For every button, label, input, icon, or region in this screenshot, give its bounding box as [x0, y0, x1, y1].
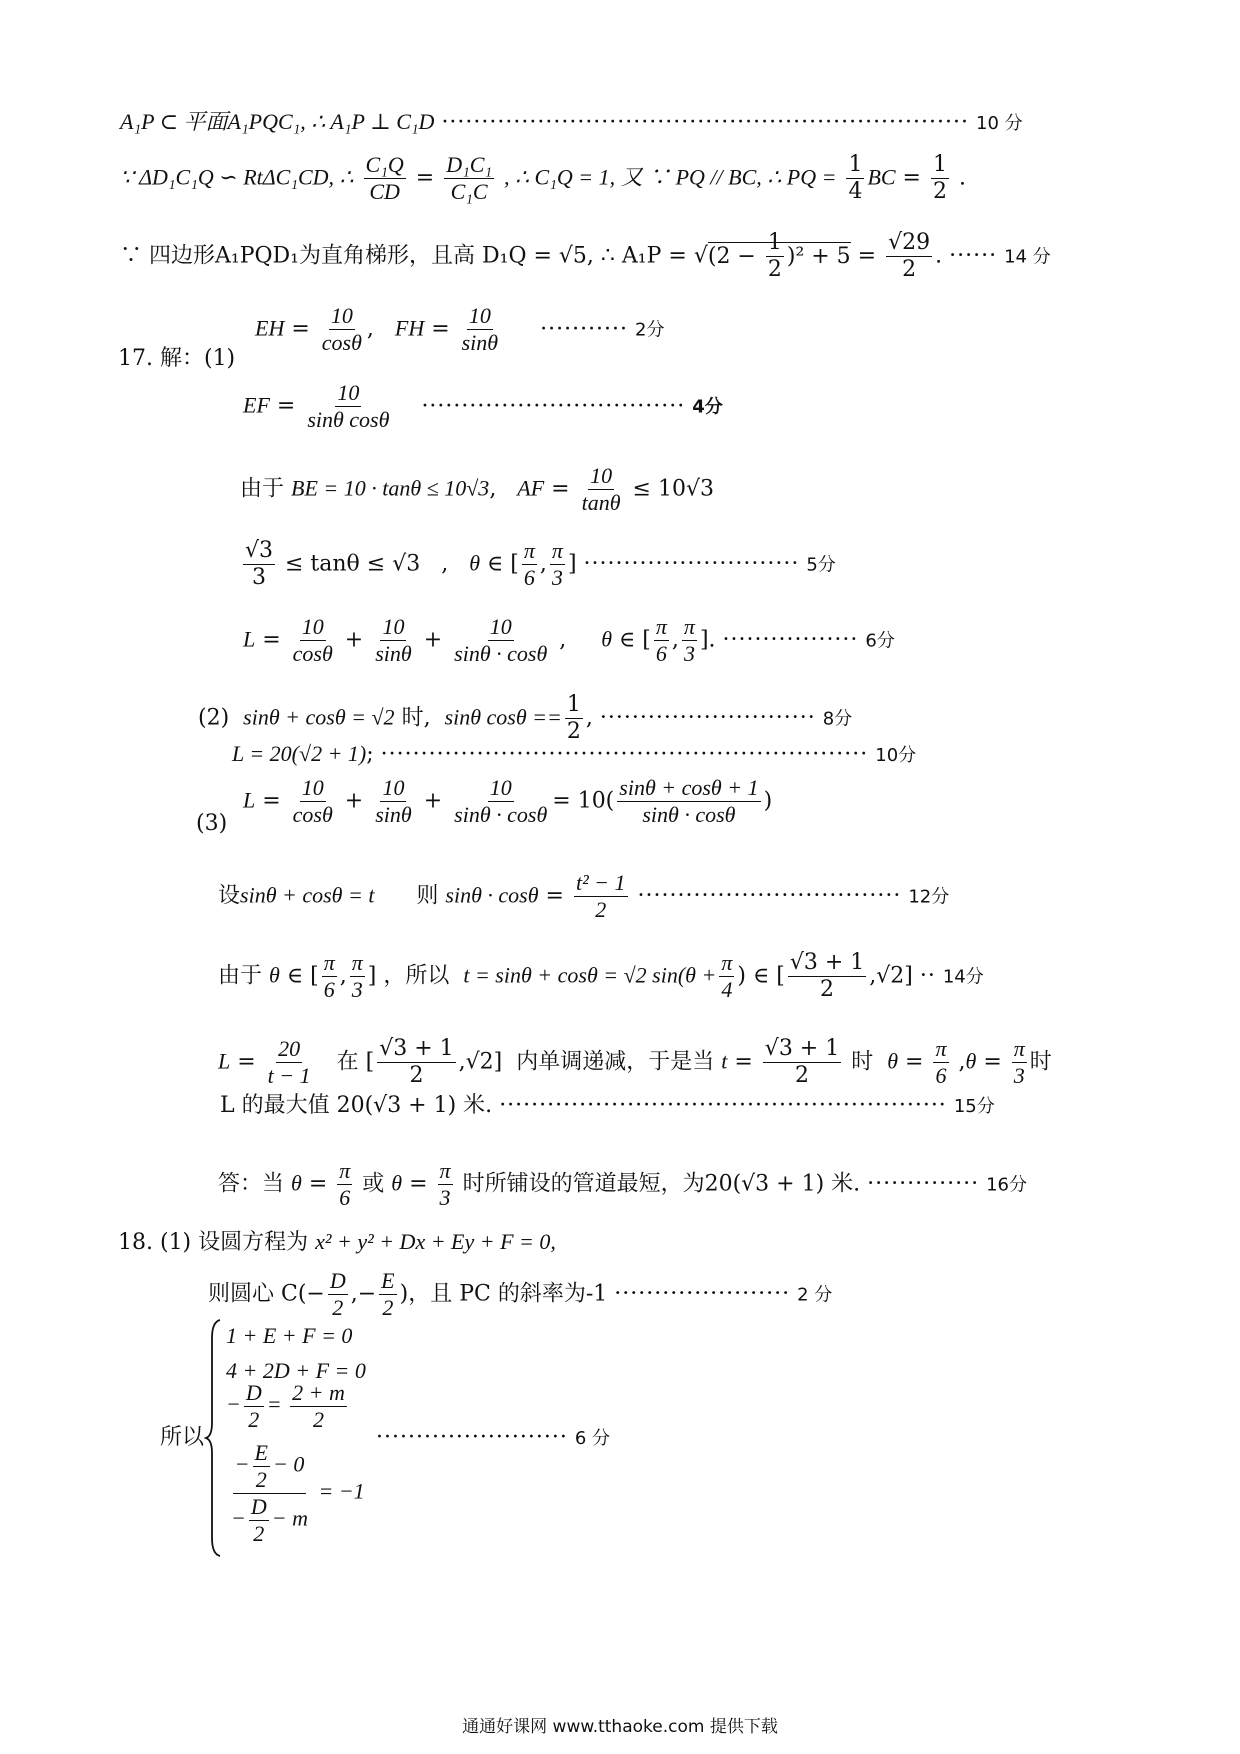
score-6b-line: ························ 6 分: [376, 1425, 611, 1450]
be-af-expr: 由于 BE = 10 · tanθ ≤ 10√3, AF = $\frac{10}{\tan\theta}$ ≤ 10√3: [240, 463, 714, 515]
set-t-line: 设sinθ + cosθ = t 则 sinθ · cosθ = $\frac{\text{t² − 1}}{2}$ ································· 12分: [218, 870, 950, 922]
t-range-line: 由于 θ ∈ [ $\frac{\pi}{6}$ , $\frac{\pi}{3}$ ] ，所以 t = sinθ + cosθ = √2 sin(θ + $\frac{\pi}{4}$ ) ∈ [ $\frac{√3 + 1}{2}$ ,√2] ·· 14分: [218, 950, 984, 1002]
score-4: 4分: [692, 396, 723, 418]
frac-c1q-cd: $\frac{\text{C₁Q}}{CD}$: [365, 152, 404, 204]
L-expression: L = $\frac{10}{\cos\theta}$ + $\frac{10}{\sin\theta}$ + $\frac{10}{\sin\theta \cdot \cos\theta}$ , θ ∈ [ $\frac{\pi}{6}$ , $\frac{\pi}{3}$ ]. ················· 6分: [243, 614, 895, 666]
score-10b: 10分: [875, 745, 917, 766]
system-label: 所以: [160, 1425, 205, 1450]
eq-1: 1 + E + F = 0: [226, 1323, 353, 1348]
score-6b: 6 分: [574, 1428, 611, 1449]
eq-4: − $\frac{E}{2}$ − 0 − $\frac{D}{2}$ − m = −1: [231, 1440, 365, 1546]
max-value-line: L 的最大值 20(√3 + 1) 米. ························································ 15分: [220, 1093, 995, 1118]
answer-line: 答：当 θ = $\frac{\pi}{6}$ 或 θ = $\frac{\pi}{3}$ 时所铺设的管道最短，为20(√3 + 1) 米. ·············· 16分: [218, 1158, 1027, 1210]
circle-center-line: 则圆心 C(− $\frac{D}{2}$ ,− $\frac{E}{2}$ )，且 PC 的斜率为-1 ······················ 2 分: [208, 1268, 833, 1320]
monotonic-line: L = $\frac{20}{t - 1}$ 在 [ $\frac{√3 + 1}{2}$ ,√2] 内单调递减，于是当 t = $\frac{√3 + 1}{2}$ 时 θ = $\frac{\pi}{6}$ ,θ = $\frac{\pi}{3}$ 时: [218, 1036, 1052, 1088]
score-14: 14 分: [1004, 246, 1051, 268]
question-17-label: 17. 解：(1): [118, 346, 236, 371]
score-15: 15分: [953, 1096, 995, 1117]
L-expression-3: L = $\frac{10}{\cos\theta}$ + $\frac{10}{\sin\theta}$ + $\frac{10}{\sin\theta \cdot \cos\theta}$ = 10( $\frac{\sin\theta + \cos\theta + 1}{\sin\theta \cdot \cos\theta}$ ): [243, 775, 773, 827]
score-8: 8分: [822, 708, 853, 730]
score-12: 12分: [908, 886, 950, 908]
question-18-line: 18. (1) 设圆方程为 x² + y² + Dx + Ey + F = 0,: [118, 1229, 556, 1255]
line-trapezoid: ∵ 四边形A₁PQD₁为直角梯形，且高 D₁Q = √5, ∴ A₁P = √(2 − $\frac{1}{2}$ )² + 5 = $\frac{√29}{2}$ . ······ 14 分: [120, 230, 1051, 282]
score-5: 5分: [806, 554, 836, 576]
score-2: 2分: [635, 319, 665, 341]
part-2: (2) sinθ + cosθ = √2 时, sinθ cosθ == $\frac{1}{2}$ , ··························· 8分: [198, 692, 853, 744]
line-similar-triangles: ∵ ΔD₁C₁Q ∽ RtΔC₁CD, ∴ $\frac{\text{C₁Q}}{CD}$ = $\frac{\text{D₁C₁}}{\text{C₁C}}$ , ∴ C₁Q = 1, 又 ∵ PQ // BC, ∴ PQ = $\frac{1}{4}$ BC = $\frac{1}{2}$ .: [120, 152, 966, 204]
frac-d1c1-c1c: $\frac{\text{D₁C₁}}{\text{C₁C}}$: [446, 152, 493, 204]
eh-fh-expr: EH = $\frac{10}{\cos\theta}$ , FH = $\frac{10}{\sin\theta}$ ··········· 2分: [255, 303, 665, 355]
score-10: 10 分: [976, 113, 1023, 134]
footer-source: 通通好课网 www.tthaoke.com 提供下载: [462, 1717, 778, 1737]
part-3-label: (3): [196, 811, 228, 836]
score-2b: 2 分: [797, 1284, 833, 1306]
brace-icon: [204, 1318, 224, 1558]
ef-expr: EF = $\frac{10}{\text{sinθ cosθ}}$ ································· 4分: [243, 380, 723, 432]
score-16: 16分: [986, 1174, 1027, 1196]
score-14b: 14分: [942, 966, 984, 988]
score-6: 6分: [865, 630, 895, 652]
eq-3: − $\frac{D}{2}$ = $\frac{2 + m}{2}$: [226, 1380, 345, 1432]
line-perpendicular: A₁P ⊂ 平面A₁PQC₁, ∴ A₁P ⊥ C₁D ·································································· 10 分: [120, 109, 1023, 135]
L-value-2: L = 20(√2 + 1); ····························································· 10分: [232, 741, 917, 767]
eq-2: 4 + 2D + F = 0: [226, 1358, 366, 1383]
tan-range: $\frac{√3}{3}$ ≤ tanθ ≤ √3 , θ ∈ [ $\frac{\pi}{6}$ , $\frac{\pi}{3}$ ] ··························· 5分: [245, 538, 836, 590]
